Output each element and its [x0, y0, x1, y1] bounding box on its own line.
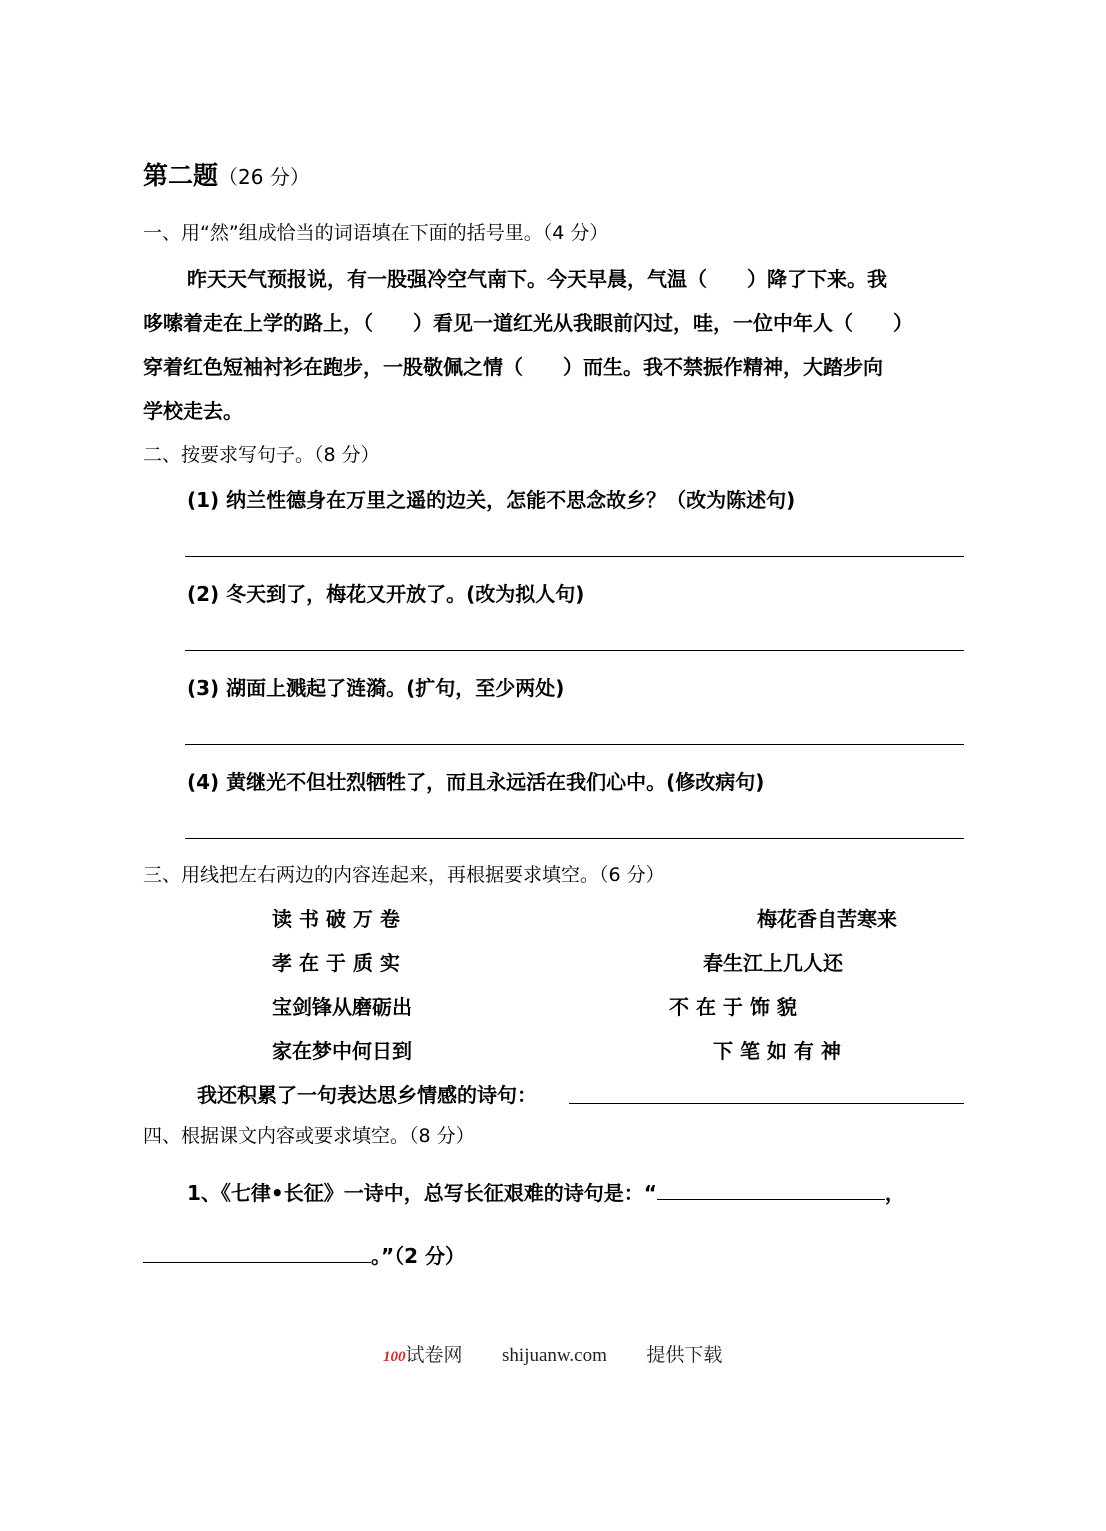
q4-item-1 [187, 1177, 905, 1206]
q3-fill-prompt: 我还积累了一句表达思乡情感的诗句： [197, 1083, 537, 1107]
q1-line-2: 哆嗦着走在上学的路上，（ ）看见一道红光从我眼前闪过，哇，一位中年人（ ） [143, 311, 913, 335]
footer-site-name: 试卷网 [405, 1345, 463, 1366]
q4-item-1-comma: ， [884, 1181, 905, 1205]
footer-domain[interactable]: shijuanw.com [502, 1345, 607, 1366]
q2-item-2: (2) 冬天到了，梅花又开放了。(改为拟人句) [187, 582, 585, 606]
match-right-3[interactable]: 不 在 于 饰 貌 [669, 995, 797, 1019]
q4-item-1-end: 。”（2 分） [371, 1244, 466, 1268]
q4-item-1-cont [143, 1240, 465, 1269]
q1-line-3: 穿着红色短袖衬衫在跑步，一股敬佩之情（ ）而生。我不禁振作精神，大踏步向 [143, 355, 883, 379]
match-right-2[interactable]: 春生江上几人还 [703, 951, 843, 975]
q2-answer-line-3[interactable] [185, 744, 964, 745]
q4-item-1-prefix: 1、《七律•长征》一诗中，总写长征艰难的诗句是：“ [187, 1181, 657, 1205]
q2-item-1: (1) 纳兰性德身在万里之遥的边关，怎能不思念故乡？（改为陈述句) [187, 488, 796, 512]
match-right-4[interactable]: 下 笔 如 有 神 [713, 1039, 841, 1063]
q3-fill-line[interactable] [569, 1103, 964, 1104]
footer [383, 1340, 722, 1367]
q2-answer-line-4[interactable] [185, 838, 964, 839]
q2-item-4: (4) 黄继光不但壮烈牺牲了，而且永远活在我们心中。(修改病句) [187, 770, 765, 794]
match-left-1[interactable]: 读 书 破 万 卷 [272, 907, 400, 931]
match-left-2[interactable]: 孝 在 于 质 实 [272, 951, 400, 975]
match-left-4[interactable]: 家在梦中何日到 [272, 1039, 412, 1063]
site-logo: 100 [383, 1349, 406, 1365]
q1-line-4: 学校走去。 [143, 399, 243, 423]
section-title-main: 第二题 [143, 161, 219, 190]
q4-heading: 四、根据课文内容或要求填空。（8 分） [143, 1125, 475, 1147]
q2-answer-line-2[interactable] [185, 650, 964, 651]
q4-blank-1[interactable] [657, 1199, 885, 1200]
q3-heading: 三、用线把左右两边的内容连起来，再根据要求填空。（6 分） [143, 864, 665, 886]
q1-heading: 一、用“然”组成恰当的词语填在下面的括号里。（4 分） [143, 222, 609, 244]
footer-note: 提供下载 [646, 1345, 723, 1366]
section-title [143, 156, 310, 192]
q1-line-1: 昨天天气预报说，有一股强冷空气南下。今天早晨，气温（ ）降了下来。我 [187, 267, 887, 291]
section-title-points: （26 分） [218, 165, 310, 189]
q2-heading: 二、按要求写句子。（8 分） [143, 444, 380, 466]
match-left-3[interactable]: 宝剑锋从磨砺出 [272, 995, 412, 1019]
q2-answer-line-1[interactable] [185, 556, 964, 557]
q2-item-3: (3) 湖面上溅起了涟漪。(扩句，至少两处) [187, 676, 565, 700]
match-right-1[interactable]: 梅花香自苦寒来 [757, 907, 897, 931]
q4-blank-2[interactable] [143, 1262, 371, 1263]
